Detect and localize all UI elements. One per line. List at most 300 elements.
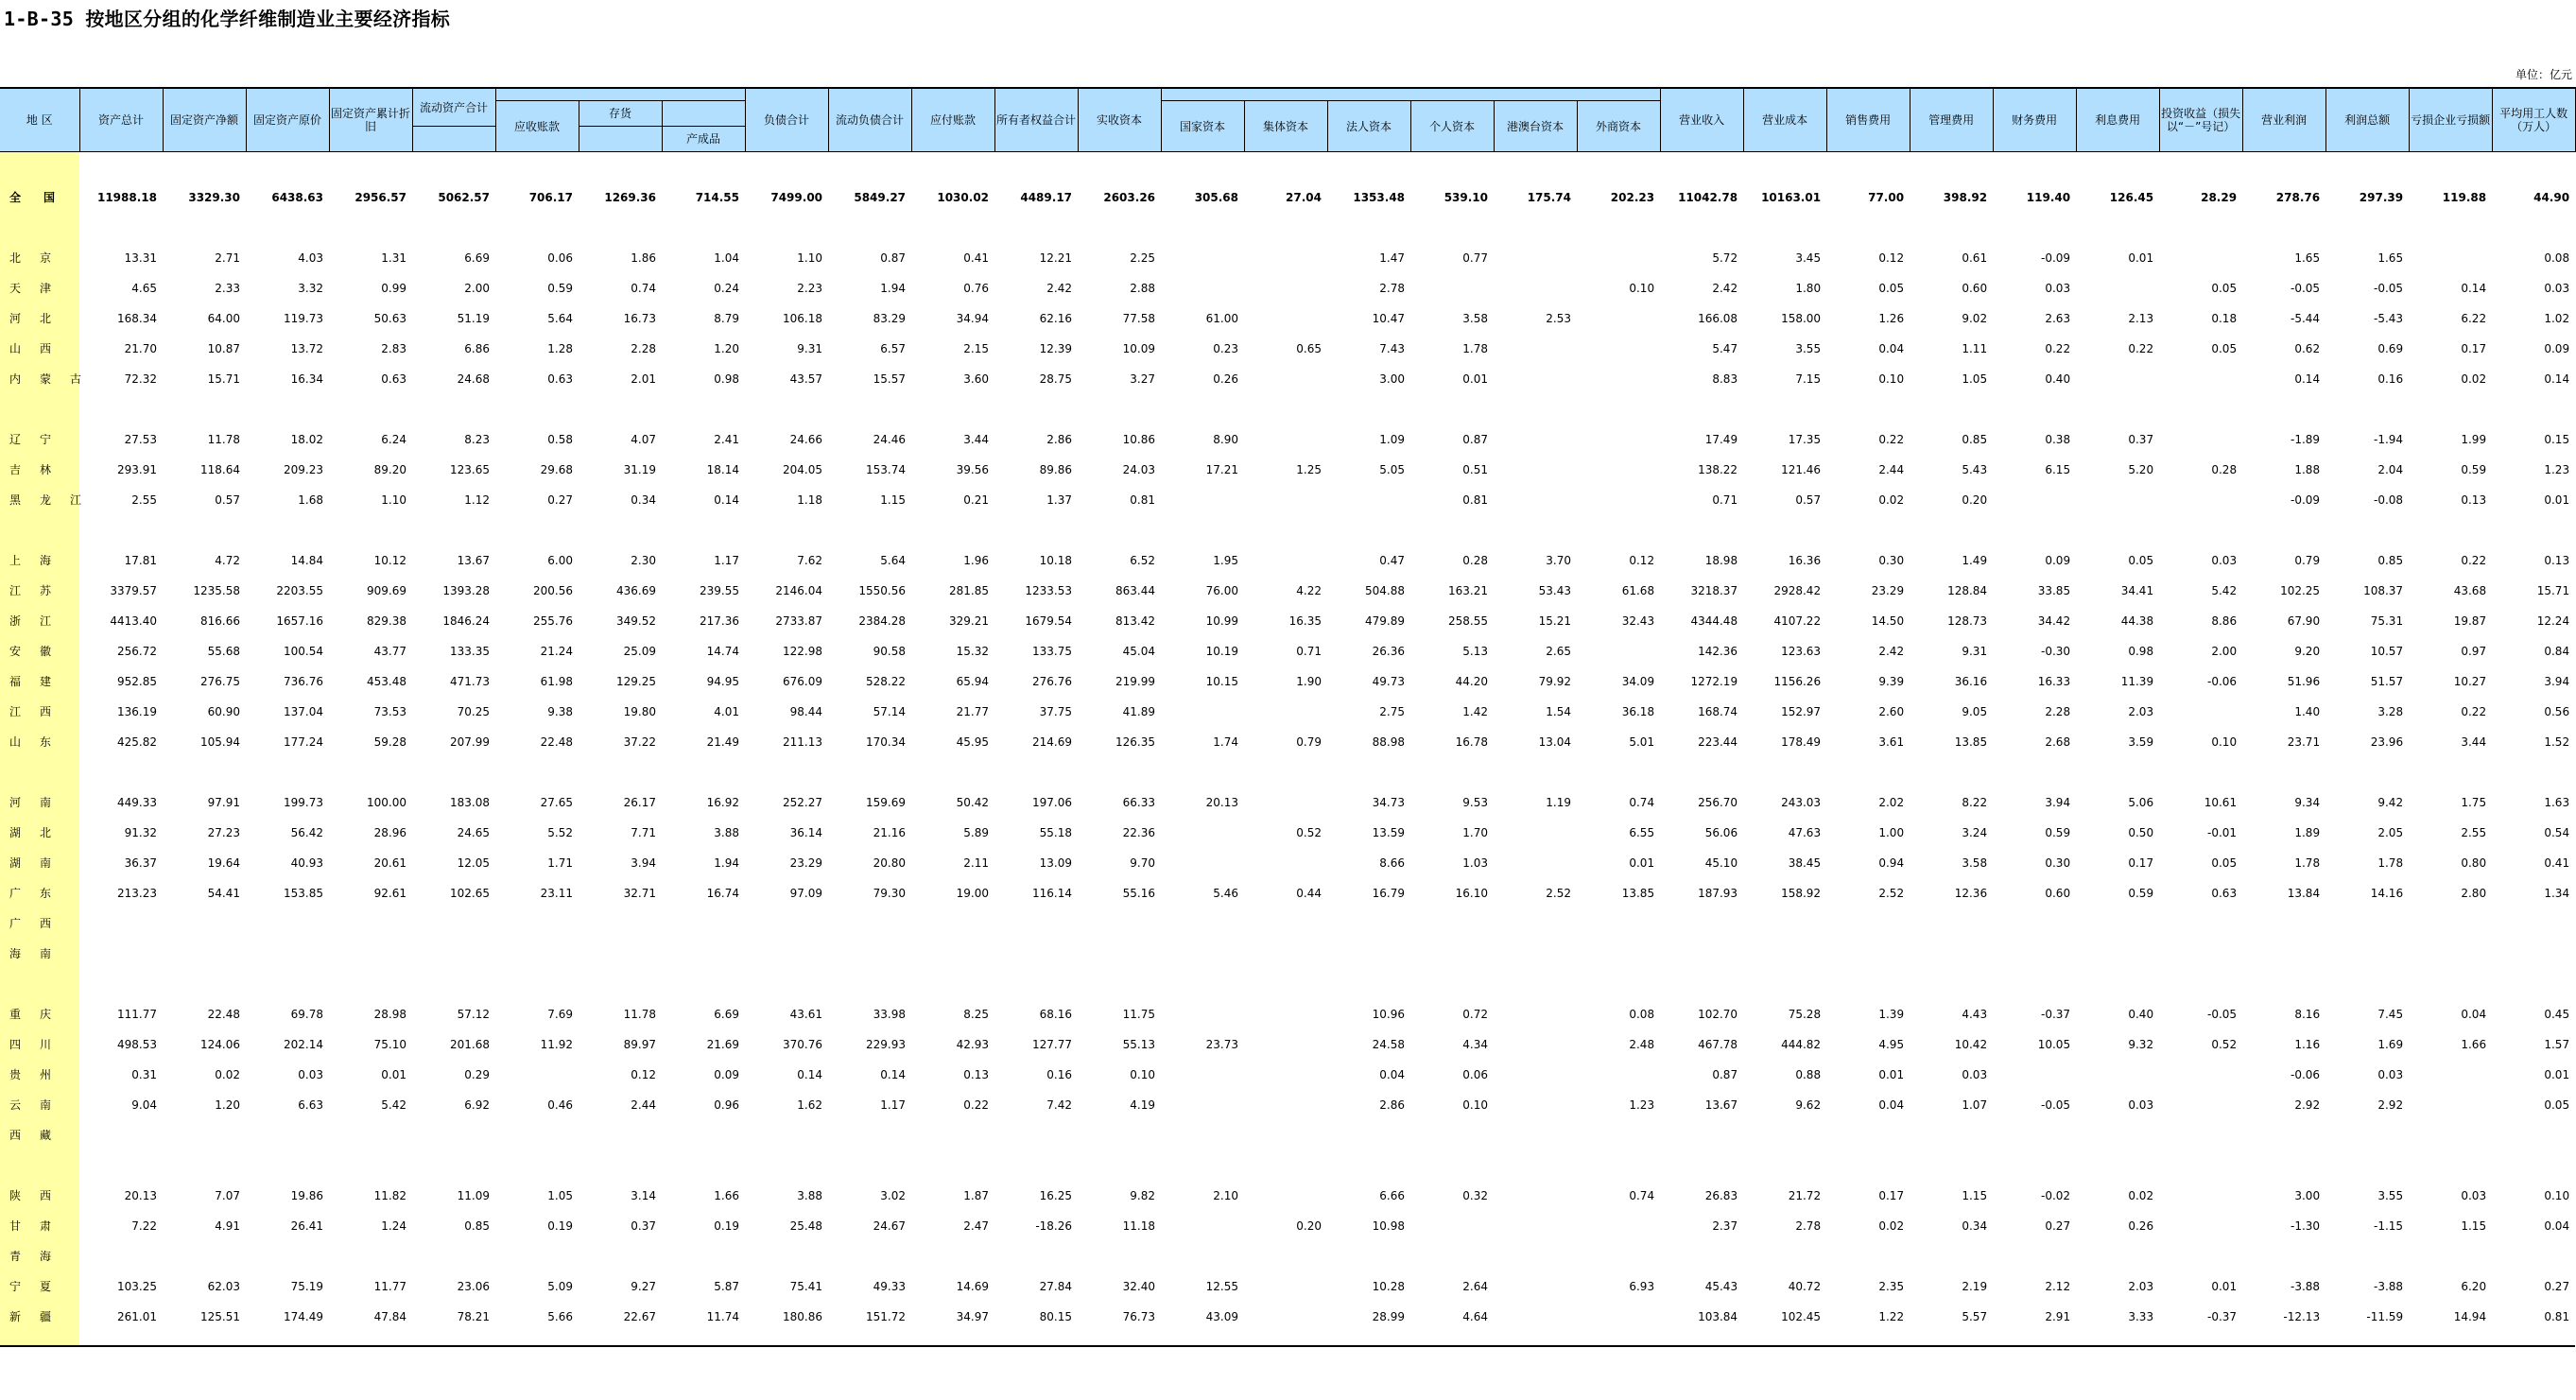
value-cell: 43.57 (789, 372, 823, 386)
table-row (0, 273, 2575, 303)
value-cell: 7.69 (547, 1008, 573, 1021)
value-cell (1244, 697, 1327, 727)
value-cell: 2.71 (215, 251, 240, 265)
table-row (0, 636, 2575, 666)
value-cell: -5.44 (2291, 312, 2321, 325)
value-cell: -0.37 (2041, 1008, 2071, 1021)
value-cell (1743, 515, 1826, 545)
value-cell: 122.98 (783, 645, 823, 658)
value-cell: 3.14 (631, 1189, 656, 1202)
value-cell: 91.32 (124, 826, 157, 839)
value-cell: 0.12 (631, 1068, 656, 1081)
value-cell: 0.17 (2128, 856, 2154, 870)
value-cell: 0.04 (1878, 1098, 1905, 1112)
value-cell: 6.63 (298, 1098, 323, 1112)
value-cell: 31.19 (623, 463, 656, 476)
value-cell (2325, 394, 2409, 424)
value-cell: 217.36 (700, 614, 740, 628)
value-cell (1244, 1241, 1327, 1271)
value-cell (911, 1150, 994, 1181)
value-cell: 1.16 (2294, 1038, 2321, 1051)
value-cell: 89.20 (373, 463, 406, 476)
value-cell: 13.67 (457, 554, 490, 567)
value-cell (745, 908, 828, 939)
value-cell (2159, 697, 2242, 727)
value-cell: 1.90 (1296, 675, 1323, 688)
value-cell (2076, 939, 2159, 969)
value-cell (2492, 1332, 2575, 1346)
value-cell: 23.29 (789, 856, 823, 870)
value-cell: 1.05 (1962, 372, 1988, 386)
value-cell: 293.91 (117, 463, 157, 476)
value-cell: 0.01 (1462, 372, 1489, 386)
value-cell (495, 1150, 579, 1181)
region-cell: 内蒙古 (0, 364, 79, 394)
value-cell (1327, 394, 1410, 424)
value-cell: 0.01 (2211, 1280, 2238, 1293)
value-cell: 6.20 (2461, 1280, 2487, 1293)
value-cell: 1.96 (963, 554, 990, 567)
value-cell: 0.05 (2211, 342, 2238, 355)
value-cell (994, 1332, 1078, 1346)
value-cell: 44.90 (2533, 191, 2570, 204)
value-cell: 3.60 (963, 372, 990, 386)
value-cell (329, 394, 412, 424)
value-cell: 16.10 (1455, 887, 1489, 900)
value-cell (1078, 1241, 1161, 1271)
value-cell: 1.78 (1462, 342, 1489, 355)
value-cell: 29.68 (540, 463, 573, 476)
value-cell: 0.14 (797, 1068, 823, 1081)
value-cell: 5.05 (1379, 463, 1406, 476)
value-cell: 0.57 (1795, 493, 1822, 507)
value-cell: 498.53 (117, 1038, 157, 1051)
value-cell: 0.10 (1130, 1068, 1156, 1081)
value-cell: 24.46 (873, 433, 907, 446)
value-cell (828, 757, 911, 787)
value-cell (911, 1241, 994, 1271)
value-cell: 1.23 (2544, 463, 2570, 476)
value-cell: 158.92 (1781, 887, 1822, 900)
table-row-total (0, 152, 2575, 244)
value-cell: 10.12 (373, 554, 406, 567)
value-cell: 50.63 (373, 312, 406, 325)
value-cell (2242, 757, 2325, 787)
value-cell (1993, 1241, 2076, 1271)
value-cell (1494, 848, 1577, 878)
value-cell (163, 939, 246, 969)
value-cell: 6.69 (714, 1008, 740, 1021)
value-cell: 55.16 (1122, 887, 1156, 900)
value-cell (1410, 939, 1494, 969)
value-cell (1577, 1211, 1660, 1241)
value-cell: 178.49 (1781, 735, 1822, 749)
value-cell: 3.45 (1795, 251, 1822, 265)
value-cell: 0.71 (1296, 645, 1323, 658)
value-cell: 3.88 (797, 1189, 823, 1202)
value-cell: 0.63 (2211, 887, 2238, 900)
value-cell (329, 1150, 412, 1181)
value-cell (828, 939, 911, 969)
value-cell: 0.01 (2544, 1068, 2570, 1081)
value-cell: 13.67 (1704, 1098, 1738, 1112)
value-cell: 1.62 (797, 1098, 823, 1112)
value-cell: 9.32 (2128, 1038, 2154, 1051)
table-spacer-row (0, 1150, 2575, 1181)
value-cell: 0.30 (2045, 856, 2071, 870)
value-cell: 11.74 (706, 1310, 740, 1323)
value-cell: 10.99 (1205, 614, 1239, 628)
value-cell: 539.10 (1444, 191, 1489, 204)
value-cell: 12.36 (1954, 887, 1988, 900)
value-cell: 0.06 (547, 251, 573, 265)
value-cell: 0.40 (2045, 372, 2071, 386)
value-cell: 2.15 (963, 342, 990, 355)
value-cell: 2.88 (1130, 282, 1156, 295)
value-cell: 121.46 (1781, 463, 1822, 476)
value-cell: 26.83 (1704, 1189, 1738, 1202)
value-cell: 281.85 (949, 584, 990, 597)
value-cell: 45.95 (956, 735, 990, 749)
value-cell: 16.78 (1455, 735, 1489, 749)
value-cell: 256.72 (117, 645, 157, 658)
value-cell: 0.10 (1629, 282, 1655, 295)
value-cell: 479.89 (1365, 614, 1406, 628)
value-cell (1910, 1332, 1993, 1346)
value-cell: 51.96 (2287, 675, 2321, 688)
value-cell: 0.87 (880, 251, 907, 265)
value-cell (163, 394, 246, 424)
value-cell: 7.62 (797, 554, 823, 567)
value-cell: 1.49 (1962, 554, 1988, 567)
value-cell: 2.42 (1046, 282, 1073, 295)
value-cell: 34.94 (956, 312, 990, 325)
value-cell (2159, 757, 2242, 787)
value-cell (412, 1120, 495, 1150)
value-cell: 25.48 (789, 1219, 823, 1233)
value-cell: -1.94 (2374, 433, 2404, 446)
value-cell (828, 1241, 911, 1271)
value-cell: 119.73 (284, 312, 323, 325)
value-cell: 0.60 (2045, 887, 2071, 900)
value-cell: 863.44 (1115, 584, 1156, 597)
value-cell: 229.93 (866, 1038, 907, 1051)
value-cell: 1269.36 (604, 191, 656, 204)
value-cell: 1.95 (1213, 554, 1239, 567)
value-cell: 0.57 (215, 493, 240, 507)
value-cell: 5.46 (1213, 887, 1239, 900)
value-cell (1494, 757, 1577, 787)
header-personal-cap: 个人资本 (1410, 101, 1494, 152)
value-cell: 2.44 (1878, 463, 1905, 476)
value-cell (1161, 818, 1244, 848)
value-cell: 9.42 (2377, 796, 2404, 809)
value-cell: 17.49 (1704, 433, 1738, 446)
value-cell: 21.72 (1788, 1189, 1822, 1202)
value-cell: 2.28 (2045, 705, 2071, 718)
value-cell (2076, 515, 2159, 545)
header-fixed-net: 固定资产净额 (163, 88, 246, 152)
value-cell (1161, 394, 1244, 424)
value-cell: 32.40 (1122, 1280, 1156, 1293)
value-cell: 22.67 (623, 1310, 656, 1323)
value-cell (246, 394, 329, 424)
value-cell: 2.78 (1379, 282, 1406, 295)
value-cell: 1.37 (1046, 493, 1073, 507)
table-row (0, 878, 2575, 908)
value-cell: 53.43 (1538, 584, 1572, 597)
value-cell (1494, 1211, 1577, 1241)
value-cell: 2.42 (1712, 282, 1738, 295)
value-cell: 528.22 (866, 675, 907, 688)
value-cell: 1.31 (381, 251, 406, 265)
value-cell: 0.03 (2544, 282, 2570, 295)
value-cell: 2.37 (1712, 1219, 1738, 1233)
value-cell (745, 1241, 828, 1271)
value-cell: 0.02 (1878, 1219, 1905, 1233)
value-cell: 1.94 (714, 856, 740, 870)
value-cell: 0.19 (714, 1219, 740, 1233)
value-cell: 163.21 (1448, 584, 1489, 597)
value-cell: 2.28 (631, 342, 656, 355)
value-cell (2325, 939, 2409, 969)
region-cell: 北京 (0, 243, 79, 273)
value-cell: 3218.37 (1690, 584, 1738, 597)
value-cell: 1.12 (464, 493, 490, 507)
value-cell (994, 394, 1078, 424)
value-cell: 0.61 (1962, 251, 1988, 265)
value-cell (1577, 364, 1660, 394)
value-cell (1244, 364, 1327, 394)
value-cell (662, 394, 745, 424)
value-cell (1743, 394, 1826, 424)
value-cell: 5.01 (1629, 735, 1655, 749)
value-cell: 0.34 (1962, 1219, 1988, 1233)
value-cell (495, 969, 579, 999)
value-cell: 1.25 (1296, 463, 1323, 476)
value-cell (412, 908, 495, 939)
value-cell: 0.03 (2045, 282, 2071, 295)
value-cell (2325, 757, 2409, 787)
value-cell (1494, 1181, 1577, 1211)
value-cell: 75.10 (373, 1038, 406, 1051)
value-cell (1161, 243, 1244, 273)
value-cell (2159, 1150, 2242, 1181)
region-cell: 新疆 (0, 1302, 79, 1332)
value-cell (1577, 455, 1660, 485)
value-cell: 16.92 (706, 796, 740, 809)
value-cell: 0.17 (2461, 342, 2487, 355)
value-cell: 0.10 (1878, 372, 1905, 386)
value-cell: 0.03 (2461, 1189, 2487, 1202)
value-cell (2159, 515, 2242, 545)
value-cell (246, 757, 329, 787)
value-cell: -3.88 (2374, 1280, 2404, 1293)
value-cell: 5062.57 (438, 191, 490, 204)
value-cell: 2.19 (1962, 1280, 1988, 1293)
value-cell (1494, 485, 1577, 515)
value-cell: 62.16 (1039, 312, 1073, 325)
region-cell: 江西 (0, 697, 79, 727)
value-cell: 2.00 (2211, 645, 2238, 658)
value-cell: 13.04 (1538, 735, 1572, 749)
value-cell: 1846.24 (442, 614, 490, 628)
value-cell: 16.36 (1788, 554, 1822, 567)
value-cell: 61.00 (1205, 312, 1239, 325)
table-row (0, 243, 2575, 273)
value-cell (2159, 1332, 2242, 1346)
value-cell: 1.88 (2294, 463, 2321, 476)
value-cell: 44.38 (2120, 614, 2154, 628)
value-cell: 7.71 (631, 826, 656, 839)
value-cell (2325, 1332, 2409, 1346)
value-cell (1244, 424, 1327, 455)
region-cell: 重庆 (0, 999, 79, 1029)
value-cell: 50.42 (956, 796, 990, 809)
value-cell: 90.58 (873, 645, 907, 658)
value-cell: 444.82 (1781, 1038, 1822, 1051)
value-cell (2492, 969, 2575, 999)
value-cell: 0.54 (2544, 826, 2570, 839)
value-cell (1660, 908, 1743, 939)
value-cell: 23.29 (1871, 584, 1905, 597)
value-cell: 2.35 (1878, 1280, 1905, 1293)
value-cell: 28.98 (373, 1008, 406, 1021)
table-row (0, 1271, 2575, 1302)
value-cell (1577, 1150, 1660, 1181)
value-cell: 0.47 (1379, 554, 1406, 567)
value-cell: 0.08 (2544, 251, 2570, 265)
value-cell (1993, 969, 2076, 999)
value-cell (579, 939, 662, 969)
value-cell (745, 1332, 828, 1346)
value-cell (79, 515, 163, 545)
value-cell: 27.53 (124, 433, 157, 446)
value-cell: 0.03 (2128, 1098, 2154, 1112)
value-cell (1577, 939, 1660, 969)
region-cell: 四川 (0, 1029, 79, 1060)
value-cell (2076, 1060, 2159, 1090)
region-cell (0, 969, 79, 999)
value-cell (2325, 969, 2409, 999)
value-cell: 17.35 (1788, 433, 1822, 446)
value-cell (1410, 1150, 1494, 1181)
value-cell: 39.56 (956, 463, 990, 476)
value-cell: 49.33 (873, 1280, 907, 1293)
value-cell (329, 908, 412, 939)
header-inventory: 存货 (579, 101, 662, 127)
value-cell: 3.24 (1962, 826, 1988, 839)
value-cell: 243.03 (1781, 796, 1822, 809)
value-cell: 177.24 (284, 735, 323, 749)
value-cell: 4.91 (215, 1219, 240, 1233)
value-cell (2325, 1150, 2409, 1181)
value-cell (1244, 1060, 1327, 1090)
value-cell: 0.63 (381, 372, 406, 386)
value-cell (1910, 1120, 1993, 1150)
value-cell: 0.08 (1629, 1008, 1655, 1021)
value-cell (1244, 969, 1327, 999)
value-cell: 0.04 (1878, 342, 1905, 355)
value-cell (495, 1332, 579, 1346)
value-cell: 0.59 (2128, 887, 2154, 900)
value-cell: 54.41 (207, 887, 240, 900)
value-cell: 10.61 (2204, 796, 2238, 809)
value-cell: 202.14 (284, 1038, 323, 1051)
value-cell: 0.56 (2544, 705, 2570, 718)
value-cell: 55.13 (1122, 1038, 1156, 1051)
header-fixed-dep: 固定资产累计折旧 (329, 88, 412, 152)
region-cell: 江苏 (0, 576, 79, 606)
value-cell (1244, 273, 1327, 303)
value-cell (79, 1241, 163, 1271)
value-cell: 174.49 (284, 1310, 323, 1323)
value-cell: 28.99 (1372, 1310, 1406, 1323)
value-cell: 0.16 (1046, 1068, 1073, 1081)
value-cell (329, 515, 412, 545)
table-row (0, 364, 2575, 394)
value-cell: 24.68 (457, 372, 490, 386)
value-cell: 5.64 (547, 312, 573, 325)
region-cell (0, 394, 79, 424)
value-cell: 2.47 (963, 1219, 990, 1233)
value-cell (1910, 394, 1993, 424)
value-cell: 1.63 (2544, 796, 2570, 809)
value-cell: 2.10 (1213, 1189, 1239, 1202)
table-row (0, 1211, 2575, 1241)
value-cell (1910, 908, 1993, 939)
value-cell: 398.92 (1943, 191, 1988, 204)
value-cell (1078, 969, 1161, 999)
value-cell: 0.85 (2377, 554, 2404, 567)
value-cell: 24.58 (1372, 1038, 1406, 1051)
region-cell: 西藏 (0, 1120, 79, 1150)
value-cell: 1.20 (215, 1098, 240, 1112)
value-cell: 175.74 (1527, 191, 1572, 204)
table-spacer-row (0, 757, 2575, 787)
value-cell (1494, 394, 1577, 424)
value-cell: 21.24 (540, 645, 573, 658)
value-cell: 45.10 (1704, 856, 1738, 870)
value-cell (79, 1120, 163, 1150)
value-cell (2325, 515, 2409, 545)
value-cell: 151.72 (866, 1310, 907, 1323)
value-cell: 80.15 (1039, 1310, 1073, 1323)
value-cell: 180.86 (783, 1310, 823, 1323)
value-cell (1826, 515, 1910, 545)
value-cell: -12.13 (2283, 1310, 2321, 1323)
value-cell (2159, 1181, 2242, 1211)
value-cell (1410, 394, 1494, 424)
value-cell: 102.25 (2280, 584, 2321, 597)
value-cell (1494, 334, 1577, 364)
value-cell: 201.68 (450, 1038, 490, 1051)
table-row (0, 697, 2575, 727)
value-cell: 5.06 (2128, 796, 2154, 809)
table-row (0, 999, 2575, 1029)
value-cell: 28.75 (1039, 372, 1073, 386)
value-cell: 21.77 (956, 705, 990, 718)
value-cell: 28.96 (373, 826, 406, 839)
value-cell (1577, 1332, 1660, 1346)
value-cell: 676.09 (783, 675, 823, 688)
value-cell: 1272.19 (1690, 675, 1738, 688)
header-liabilities: 负债合计 (745, 88, 828, 152)
value-cell: 1.78 (2294, 856, 2321, 870)
value-cell: 5.47 (1712, 342, 1738, 355)
value-cell: 0.13 (963, 1068, 990, 1081)
value-cell: 127.77 (1032, 1038, 1073, 1051)
